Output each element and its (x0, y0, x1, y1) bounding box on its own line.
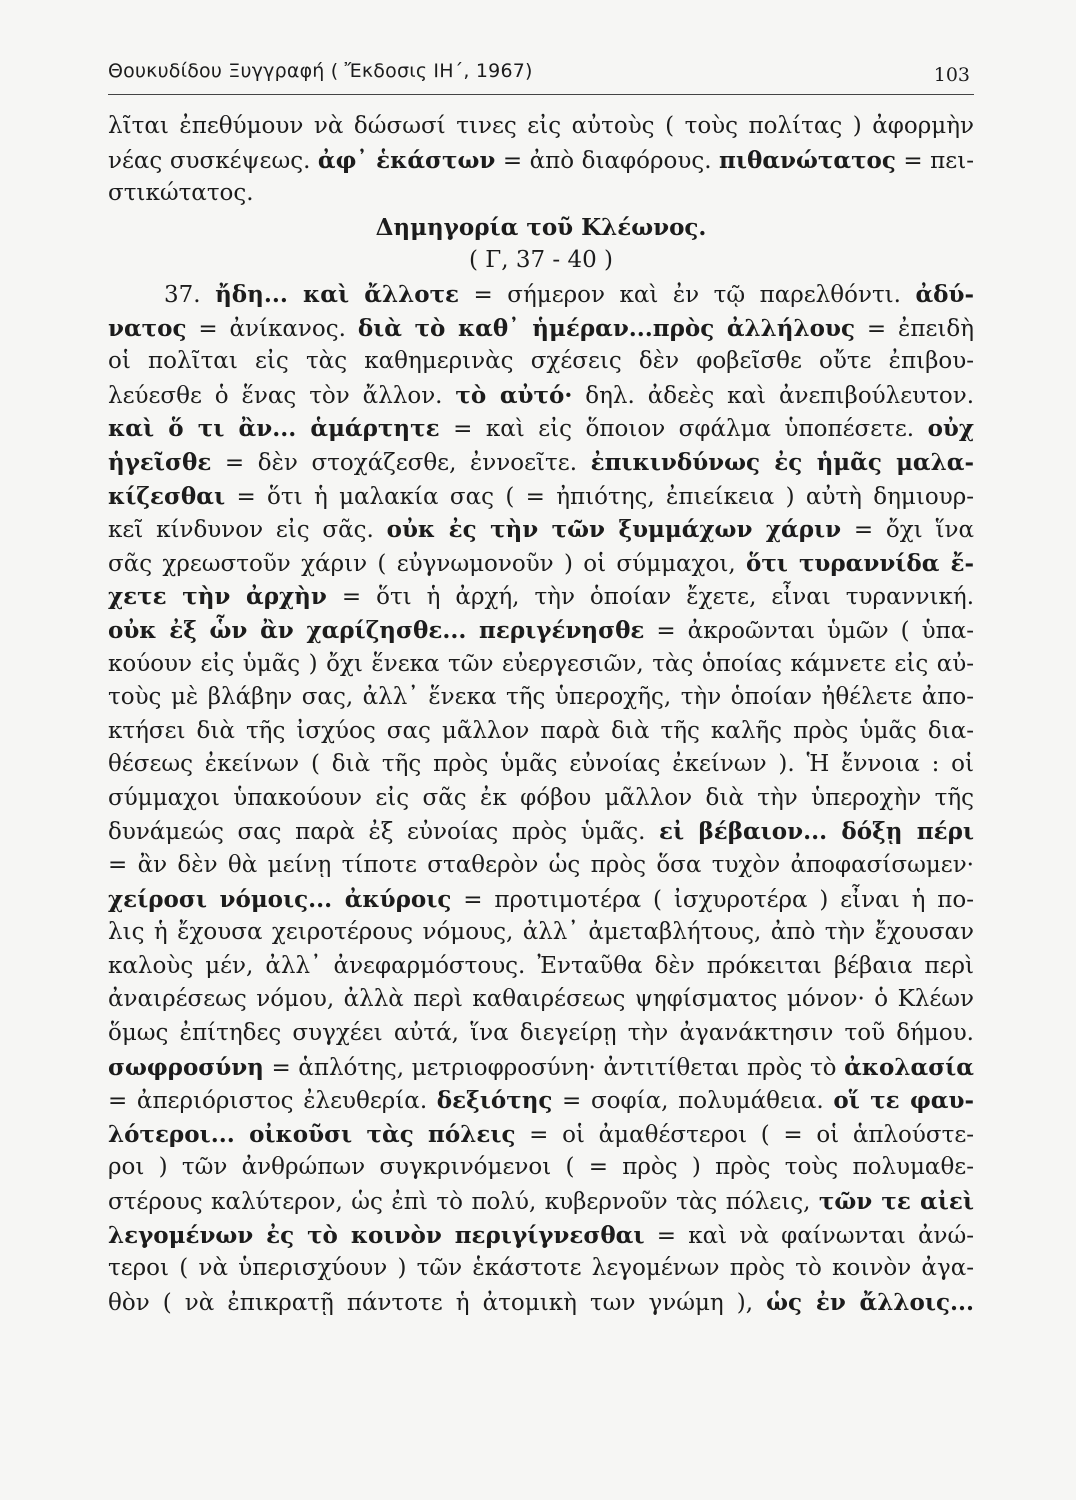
gloss-text: = καὶ νὰ φαίνωνται ἀνώ- (644, 1222, 975, 1249)
lemma-text: πιθανώτατος (719, 146, 896, 174)
gloss-text: λις ἡ ἔχουσα χειροτέρους νόμους, ἀλλ᾽ ἀμεταβλήτους, ἀπὸ τὴν ἔχουσαν (108, 919, 974, 946)
commentary-text (108, 110, 974, 1319)
text-line (108, 278, 974, 312)
gloss-text: = ἀπὸ διαφόρους. (495, 147, 720, 174)
gloss-text: = ἂν δὲν θὰ μείνῃ τίποτε σταθερὸν ὡς πρὸς ὅσα τυχὸν ἀποφασίσωμεν· (108, 852, 974, 879)
gloss-text: σᾶς χρεωστοῦν χάριν ( εὐγνωμονοῦν ) οἱ σύμμαχοι, (108, 550, 746, 577)
text-line (108, 883, 974, 917)
text-line (108, 815, 974, 849)
gloss-text: = ἀκροῶνται ὑμῶν ( ὑπα- (644, 617, 974, 644)
lemma-text: ἡγεῖσθε (108, 448, 212, 476)
gloss-text: λῖται ἐπεθύμουν νὰ δώσωσί τινες εἰς αὐτοὺς ( τοὺς πολίτας ) ἀφορμὴν (108, 113, 974, 139)
text-line (108, 412, 974, 446)
gloss-text: σύμμαχοι ὑπακούουν εἰς σᾶς ἐκ φόβου μᾶλλον διὰ τὴν ὑπεροχὴν τῆς (108, 784, 974, 811)
text-line (108, 715, 974, 749)
text-line (108, 580, 974, 614)
lemma-text: οὐκ ἐς τὴν τῶν ξυμμάχων χάριν (386, 516, 842, 544)
text-line (108, 1185, 974, 1219)
gloss-text: = ὄχι ἵνα (841, 517, 974, 544)
text-line (108, 513, 974, 547)
lemma-text: οἵ τε φαυ- (833, 1087, 974, 1115)
gloss-text: τεροι ( νὰ ὑπερισχύουν ) τῶν ἑκάστοτε λεγομένων πρὸς τὸ κοινὸν ἀγα- (108, 1255, 974, 1282)
text-line (108, 916, 974, 950)
gloss-text: λεύεσθε ὁ ἕνας τὸν ἄλλον. (108, 382, 456, 409)
text-line (108, 849, 974, 883)
running-head-title: Θουκυδίδου Ξυγγραφή ( Ἔκδοσις ΙΗ΄, 1967) (108, 60, 533, 82)
lemma-text: κίζεσθαι (108, 482, 226, 510)
lemma-text: λότεροι... οἰκοῦσι τὰς πόλεις (108, 1120, 516, 1148)
lemma-text: εἰ βέβαιον... δόξῃ πέρι (659, 818, 974, 846)
lemma-text: χείροσι νόμοις... ἀκύροις (108, 885, 452, 913)
gloss-text: ( Γ, 37 - 40 ) (468, 247, 614, 274)
gloss-text: θέσεως ἐκείνων ( διὰ τῆς πρὸς ὑμᾶς εὐνοίας ἐκείνων ). Ἡ ἔννοια : οἱ (108, 751, 974, 778)
text-line (108, 950, 974, 984)
text-line (108, 1252, 974, 1286)
text-line (108, 648, 974, 682)
text-line (108, 110, 974, 144)
running-head (108, 54, 974, 95)
gloss-text: δυνάμεώς σας παρὰ ἐξ εὐνοίας πρὸς ὑμᾶς. (108, 819, 660, 846)
gloss-text: = σήμερον καὶ ἐν τῷ παρελθόντι. (459, 281, 916, 308)
lemma-text: δεξιότης (436, 1087, 553, 1115)
text-line (108, 1084, 974, 1118)
gloss-text: = σοφία, πολυμάθεια. (552, 1088, 834, 1115)
text-line (108, 480, 974, 514)
lemma-text: χετε τὴν ἀρχὴν (108, 583, 327, 611)
lemma-text: οὐκ ἐξ ὧν ἂν χαρίζησθε... περιγένησθε (108, 616, 645, 644)
gloss-text: = πει- (895, 147, 974, 174)
gloss-text: = οἱ ἀμαθέστεροι ( = οἱ ἁπλούστε- (515, 1121, 975, 1148)
text-line (108, 983, 974, 1017)
text-line (108, 345, 974, 379)
gloss-text: = προτιμοτέρα ( ἰσχυροτέρα ) εἶναι ἡ πο- (451, 886, 974, 913)
text-line (108, 177, 974, 211)
lemma-text: ὡς ἐν ἄλλοις... (766, 1288, 974, 1316)
gloss-text: ὅμως ἐπίτηδες συγχέει αὐτά, ἵνα διεγείρῃ τὴν ἀγανάκτησιν τοῦ δήμου. (108, 1020, 974, 1047)
text-line (108, 1219, 974, 1253)
gloss-text: = ὅτι ἡ μαλακία σας ( = ἠπιότης, ἐπιείκεια ) αὐτὴ δημιουρ- (225, 483, 974, 510)
gloss-text: = ἀνίκανος. (186, 315, 358, 342)
gloss-text: 37. (164, 281, 216, 308)
gloss-text: τοὺς μὲ βλάβην σας, ἀλλ᾽ ἕνεκα τῆς ὑπεροχῆς, τὴν ὁποίαν ἠθέλετε ἀπο- (108, 684, 974, 711)
gloss-text: οἱ πολῖται εἰς τὰς καθημερινὰς σχέσεις δὲν φοβεῖσθε οὔτε ἐπιβου- (108, 348, 974, 375)
gloss-text: = καὶ εἰς ὅποιον σφάλμα ὑποπέσετε. (439, 416, 928, 443)
lemma-text: τῶν τε αἰεὶ (818, 1188, 974, 1215)
text-line (108, 379, 974, 413)
gloss-text: στέρους καλύτερον, ὡς ἐπὶ τὸ πολύ, κυβερνοῦν τὰς πόλεις, (108, 1189, 819, 1215)
text-line (108, 681, 974, 715)
text-line (108, 614, 974, 648)
lemma-text: Δημηγορία τοῦ Κλέωνος. (375, 213, 707, 241)
gloss-text: = ἁπλότης, μετριοφροσύνη· ἀντιτίθεται πρὸς τὸ (263, 1054, 845, 1081)
lemma-text: ὅτι τυραννίδα ἔ- (745, 549, 974, 577)
text-line (108, 782, 974, 816)
gloss-text: νέας συσκέψεως. (108, 147, 318, 174)
gloss-text: ροι ) τῶν ἀνθρώπων συγκρινόμενοι ( = πρὸς ) πρὸς τοὺς πολυμαθε- (108, 1154, 974, 1181)
gloss-text: = δὲν στοχάζεσθε, ἐννοεῖτε. (211, 449, 591, 476)
lemma-text: καὶ ὅ τι ἂν... ἁμάρτητε (108, 415, 440, 443)
text-line (108, 211, 974, 245)
lemma-text: λεγομένων ἐς τὸ κοινὸν περιγίγνεσθαι (108, 1221, 645, 1249)
gloss-text: = ὅτι ἡ ἀρχή, τὴν ὁποίαν ἔχετε, εἶναι τυραννική. (326, 584, 974, 611)
gloss-text: κτήσει διὰ τῆς ἰσχύος σας μᾶλλον παρὰ διὰ τῆς καλῆς πρὸς ὑμᾶς δια- (108, 717, 974, 744)
text-line (108, 1118, 974, 1152)
text-line (108, 1151, 974, 1185)
lemma-text: ἐπικινδύνως ἐς ἡμᾶς μαλα- (590, 448, 975, 476)
text-line (108, 1286, 974, 1320)
text-line (108, 244, 974, 278)
gloss-text: δηλ. ἀδεὲς καὶ ἀνεπιβούλευτον. (572, 382, 975, 409)
text-line (108, 748, 974, 782)
lemma-text: οὐχ (927, 415, 974, 443)
gloss-text: ἀναιρέσεως νόμου, ἀλλὰ περὶ καθαιρέσεως ψηφίσματος μόνον· ὁ Κλέων (108, 986, 974, 1013)
lemma-text: ἀκολασία (844, 1053, 974, 1081)
gloss-text: καλοὺς μέν, ἀλλ᾽ ἀνεφαρμόστους. Ἐνταῦθα δὲν πρόκειται βέβαια περὶ (108, 952, 974, 979)
text-line (108, 547, 974, 581)
lemma-text: νατος (108, 314, 187, 342)
lemma-text: ἀδύ- (915, 280, 975, 308)
gloss-text: κεῖ κίνδυνον εἰς σᾶς. (108, 517, 387, 544)
gloss-text: = ἐπειδὴ (854, 315, 974, 342)
text-line (108, 1051, 974, 1085)
text-line (108, 312, 974, 346)
page-number: 103 (933, 64, 970, 86)
gloss-text: = ἀπεριόριστος ἐλευθερία. (108, 1088, 437, 1115)
text-line (108, 446, 974, 480)
lemma-text: διὰ τὸ καθ᾽ ἡμέραν...πρὸς ἀλλήλους (357, 314, 855, 342)
lemma-text: τὸ αὐτό· (455, 381, 573, 409)
gloss-text: στικώτατος. (108, 180, 254, 207)
gloss-text: θὸν ( νὰ ἐπικρατῇ πάντοτε ἡ ἀτομικὴ των γνώμη ), (108, 1289, 767, 1316)
lemma-text: ἤδη... καὶ ἄλλοτε (215, 280, 460, 308)
text-line (108, 1017, 974, 1051)
lemma-text: σωφροσύνη (108, 1053, 264, 1081)
gloss-text: κούουν εἰς ὑμᾶς ) ὄχι ἕνεκα τῶν εὐεργεσιῶν, τὰς ὁποίας κάμνετε εἰς αὐ- (108, 650, 974, 677)
text-line (108, 144, 974, 178)
lemma-text: ἀφ᾽ ἑκάστων (317, 146, 496, 174)
